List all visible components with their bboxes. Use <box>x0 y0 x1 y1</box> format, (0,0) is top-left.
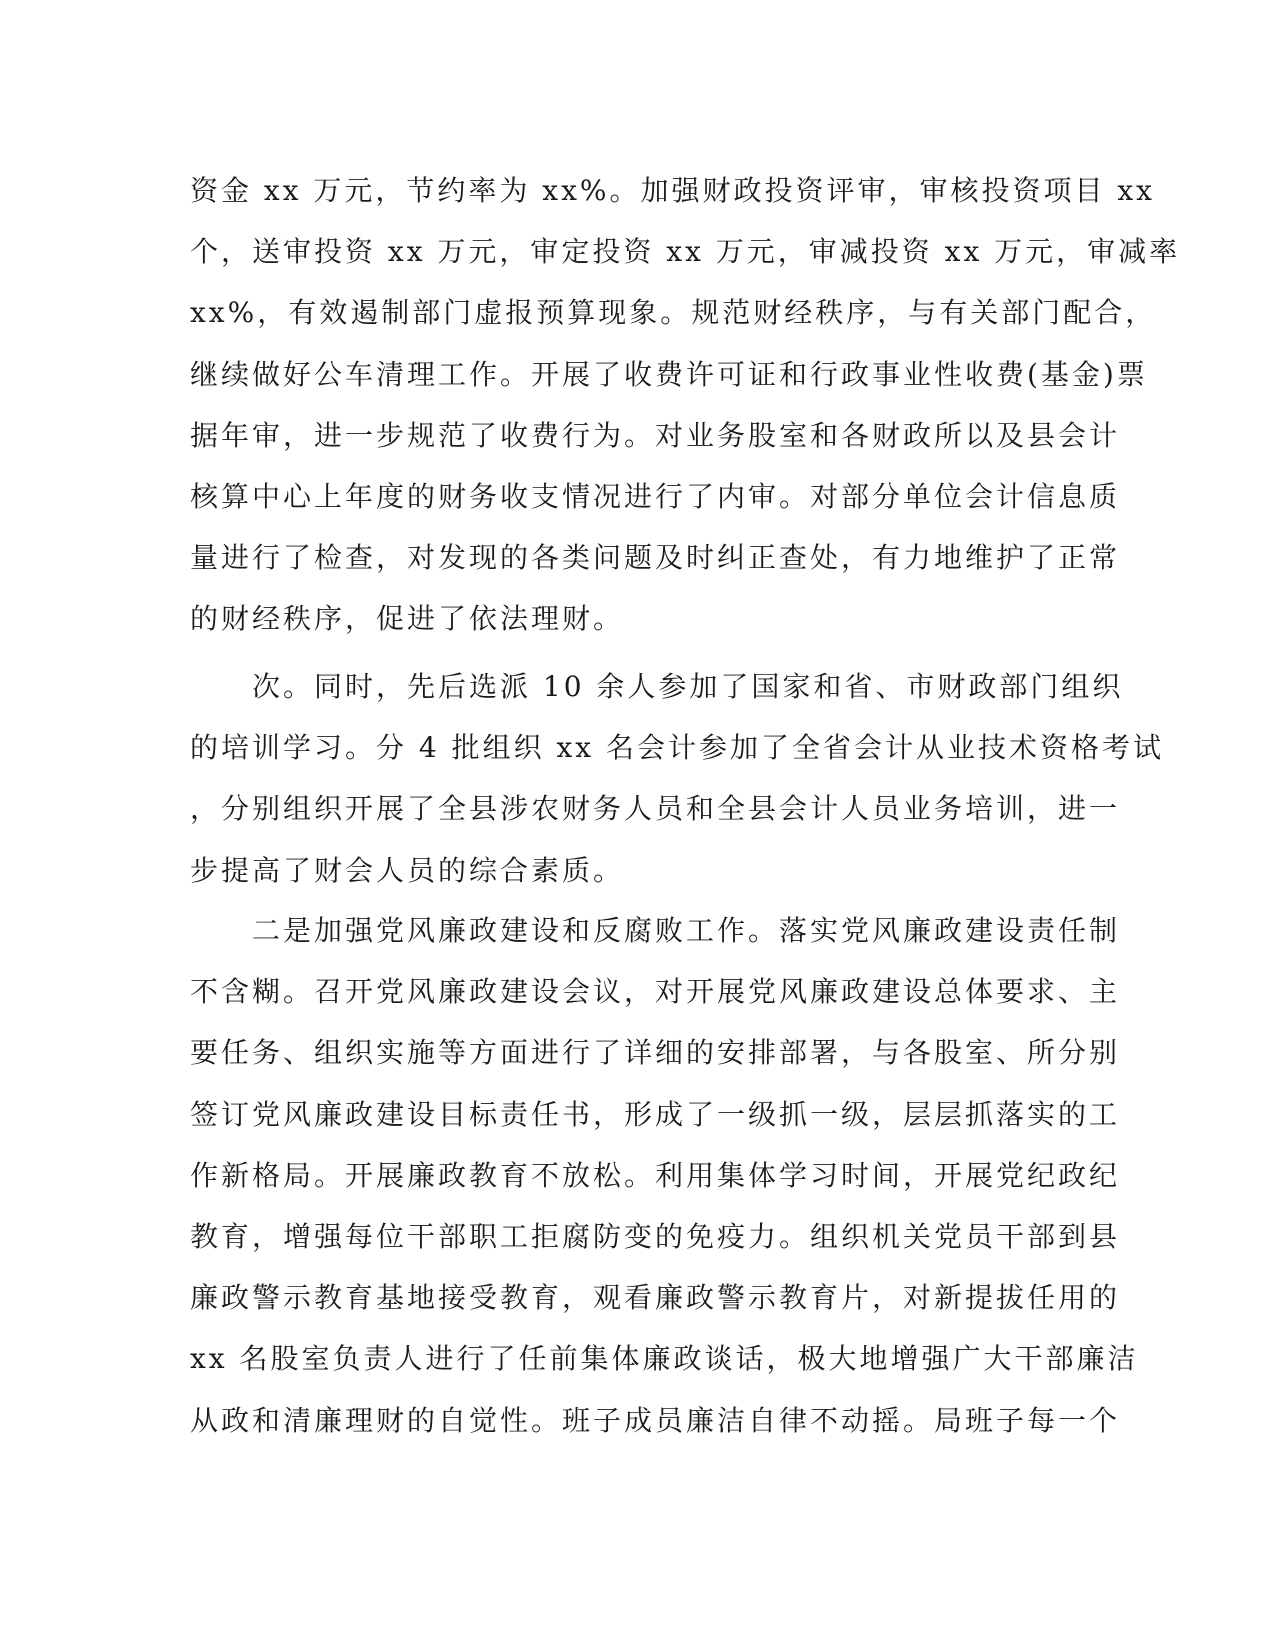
text-line: 的财经秩序，促进了依法理财。 <box>190 602 625 636</box>
text-line: 从政和清廉理财的自觉性。班子成员廉洁自律不动摇。局班子每一个 <box>190 1403 1121 1437</box>
text-line: 资金 xx 万元，节约率为 xx%。加强财政投资评审，审核投资项目 xx <box>190 174 1155 207</box>
paragraph-financial-order <box>190 160 1181 650</box>
text-line: 继续做好公车清理工作。开展了收费许可证和行政事业性收费(基金)票 <box>190 357 1148 391</box>
text-line: 廉政警示教育基地接受教育，观看廉政警示教育片，对新提拔任用的 <box>190 1281 1121 1315</box>
text-line: 二是加强党风廉政建设和反腐败工作。落实党风廉政建设责任制 <box>190 914 1121 947</box>
text-line: 教育，增强每位干部职工拒腐防变的免疫力。组织机关党员干部到县 <box>190 1219 1121 1253</box>
text-line: 要任务、组织实施等方面进行了详细的安排部署，与各股室、所分别 <box>190 1036 1121 1070</box>
text-line: ，分别组织开展了全县涉农财务人员和全县会计人员业务培训，进一 <box>190 792 1121 826</box>
text-line: 签订党风廉政建设目标责任书，形成了一级抓一级，层层抓落实的工 <box>190 1097 1121 1131</box>
text-line: 的培训学习。分 4 批组织 xx 名会计参加了全省会计从业技术资格考试 <box>190 731 1165 765</box>
paragraph-training <box>190 656 1165 901</box>
text-line: 不含糊。召开党风廉政建设会议，对开展党风廉政建设总体要求、主 <box>190 975 1121 1009</box>
text-line: 步提高了财会人员的综合素质。 <box>190 853 625 887</box>
text-line: 个，送审投资 xx 万元，审定投资 xx 万元，审减投资 xx 万元，审减率 <box>190 235 1181 269</box>
text-line: 次。同时，先后选派 10 余人参加了国家和省、市财政部门组织 <box>190 670 1124 703</box>
text-line: xx%，有效遏制部门虚报预算现象。规范财经秩序，与有关部门配合， <box>190 296 1157 330</box>
text-line: 量进行了检查，对发现的各类问题及时纠正查处，有力地维护了正常 <box>190 541 1121 575</box>
text-line: xx 名股室负责人进行了任前集体廉政谈话，极大地增强广大干部廉洁 <box>190 1342 1139 1376</box>
paragraph-anti-corruption <box>190 900 1139 1451</box>
text-line: 作新格局。开展廉政教育不放松。利用集体学习时间，开展党纪政纪 <box>190 1158 1121 1192</box>
text-line: 据年审，进一步规范了收费行为。对业务股室和各财政所以及县会计 <box>190 418 1121 452</box>
text-line: 核算中心上年度的财务收支情况进行了内审。对部分单位会计信息质 <box>190 479 1121 513</box>
